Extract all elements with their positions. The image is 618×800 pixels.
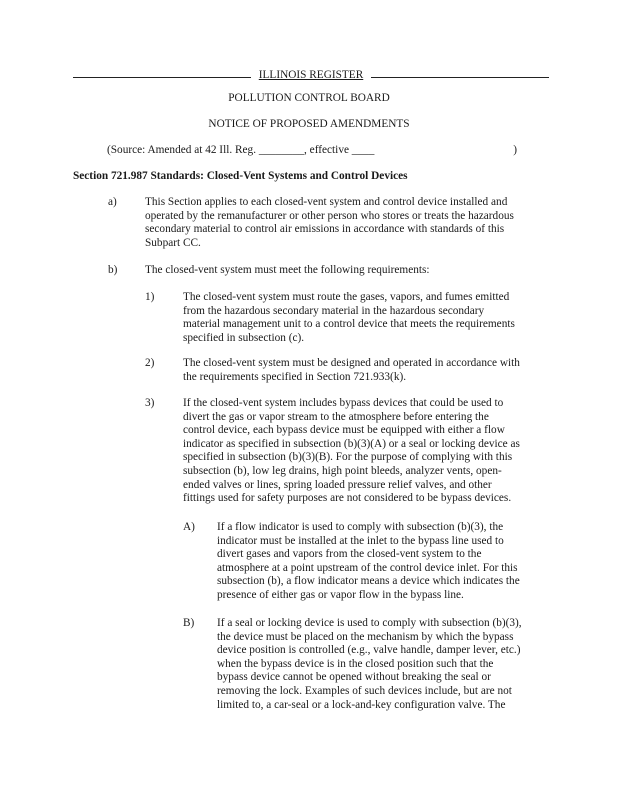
- notice-title: NOTICE OF PROPOSED AMENDMENTS: [208, 118, 410, 130]
- paragraph-label-b3b: B): [183, 617, 195, 629]
- paragraph-line: bypass device cannot be opened without breaking the seal or: [217, 671, 491, 684]
- register-header: [73, 69, 549, 92]
- paragraph-label-b1: 1): [145, 291, 155, 303]
- board-name: POLLUTION CONTROL BOARD: [228, 92, 390, 104]
- paragraph-line: subsection (b), a flow indicator means a device which indicates the: [217, 575, 520, 588]
- paragraph-label-b3: 3): [145, 397, 155, 409]
- paragraph-line: The closed-vent system must be designed and operated in accordance with: [183, 357, 520, 369]
- paragraph-line: device position is controlled (e.g., valve handle, damper lever, etc.): [217, 644, 521, 657]
- paragraph-line: If the closed-vent system includes bypass devices that could be used to: [183, 397, 504, 409]
- paragraph-b1: [183, 291, 548, 345]
- section-title: Section 721.987 Standards: Closed-Vent Systems and Control Devices: [73, 170, 408, 182]
- paragraph-line: from the hazardous secondary material in the hazardous secondary: [183, 304, 485, 317]
- paragraph-line: specified in subsection (c).: [183, 331, 305, 344]
- paragraph-line: If a seal or locking device is used to comply with subsection (b)(3),: [217, 617, 522, 629]
- source-close: ): [513, 144, 517, 156]
- paragraph-line: indicator as specified in subsection (b)(3)(A) or a seal or locking device as: [183, 437, 520, 450]
- paragraph-line: when the bypass device is in the closed position such that the: [217, 657, 494, 670]
- paragraph-b3: [183, 397, 548, 506]
- paragraph-label-a: a): [108, 196, 117, 208]
- paragraph-line: operated by the remanufacturer or other person who stores or treats the hazardous: [145, 209, 514, 222]
- paragraph-label-b3a: A): [183, 521, 195, 533]
- paragraph-line: Subpart CC.: [145, 236, 201, 249]
- paragraph-line: specified in subsection (b)(3)(B). For the purpose of complying with this: [183, 451, 513, 464]
- paragraph-b3b: [217, 617, 547, 712]
- paragraph-line: The closed-vent system must route the gases, vapors, and fumes emitted: [183, 291, 510, 303]
- paragraph-line: secondary material to control air emissions in accordance with standards of this: [145, 223, 505, 236]
- paragraph-b: [145, 264, 545, 278]
- paragraph-a: [145, 196, 545, 250]
- source-text: (Source: Amended at 42 Ill. Reg. ________, effective ____: [107, 144, 375, 156]
- paragraph-line: presence of either gas or vapor flow in the bypass line.: [217, 588, 464, 601]
- paragraph-line: material management unit to a control device that meets the requirements: [183, 318, 515, 331]
- paragraph-line: divert gases and vapors from the closed-vent system to the: [217, 548, 482, 561]
- paragraph-label-b2: 2): [145, 357, 155, 369]
- paragraph-line: limited to, a car-seal or a lock-and-key configuration valve. The: [217, 698, 506, 711]
- source-line: [107, 144, 517, 158]
- paragraph-line: ended valves or lines, spring loaded pressure relief valves, and other: [183, 478, 492, 491]
- paragraph-b3a: [217, 521, 547, 603]
- paragraph-b2: [183, 357, 548, 384]
- paragraph-line: atmosphere at a point upstream of the control device inlet. For this: [217, 561, 518, 574]
- paragraph-line: The closed-vent system must meet the following requirements:: [145, 264, 430, 276]
- paragraph-line: removing the lock. Examples of such devices include, but are not: [217, 684, 512, 697]
- register-title: ILLINOIS REGISTER: [251, 69, 372, 81]
- paragraph-line: indicator must be installed at the inlet to the bypass line used to: [217, 534, 504, 547]
- paragraph-line: the requirements specified in Section 721.933(k).: [183, 370, 407, 383]
- paragraph-line: fittings used for safety purposes are not considered to be bypass devices.: [183, 492, 512, 505]
- paragraph-line: control device, each bypass device must be equipped with either a flow: [183, 424, 505, 437]
- paragraph-line: subsection (b), low leg drains, high point bleeds, analyzer vents, open-: [183, 464, 502, 477]
- paragraph-line: If a flow indicator is used to comply with subsection (b)(3), the: [217, 521, 504, 533]
- paragraph-label-b: b): [108, 264, 118, 276]
- paragraph-line: divert the gas or vapor stream to the atmosphere before entering the: [183, 410, 489, 423]
- paragraph-line: This Section applies to each closed-vent system and control device installed and: [145, 196, 508, 208]
- paragraph-line: the device must be placed on the mechanism by which the bypass: [217, 630, 514, 643]
